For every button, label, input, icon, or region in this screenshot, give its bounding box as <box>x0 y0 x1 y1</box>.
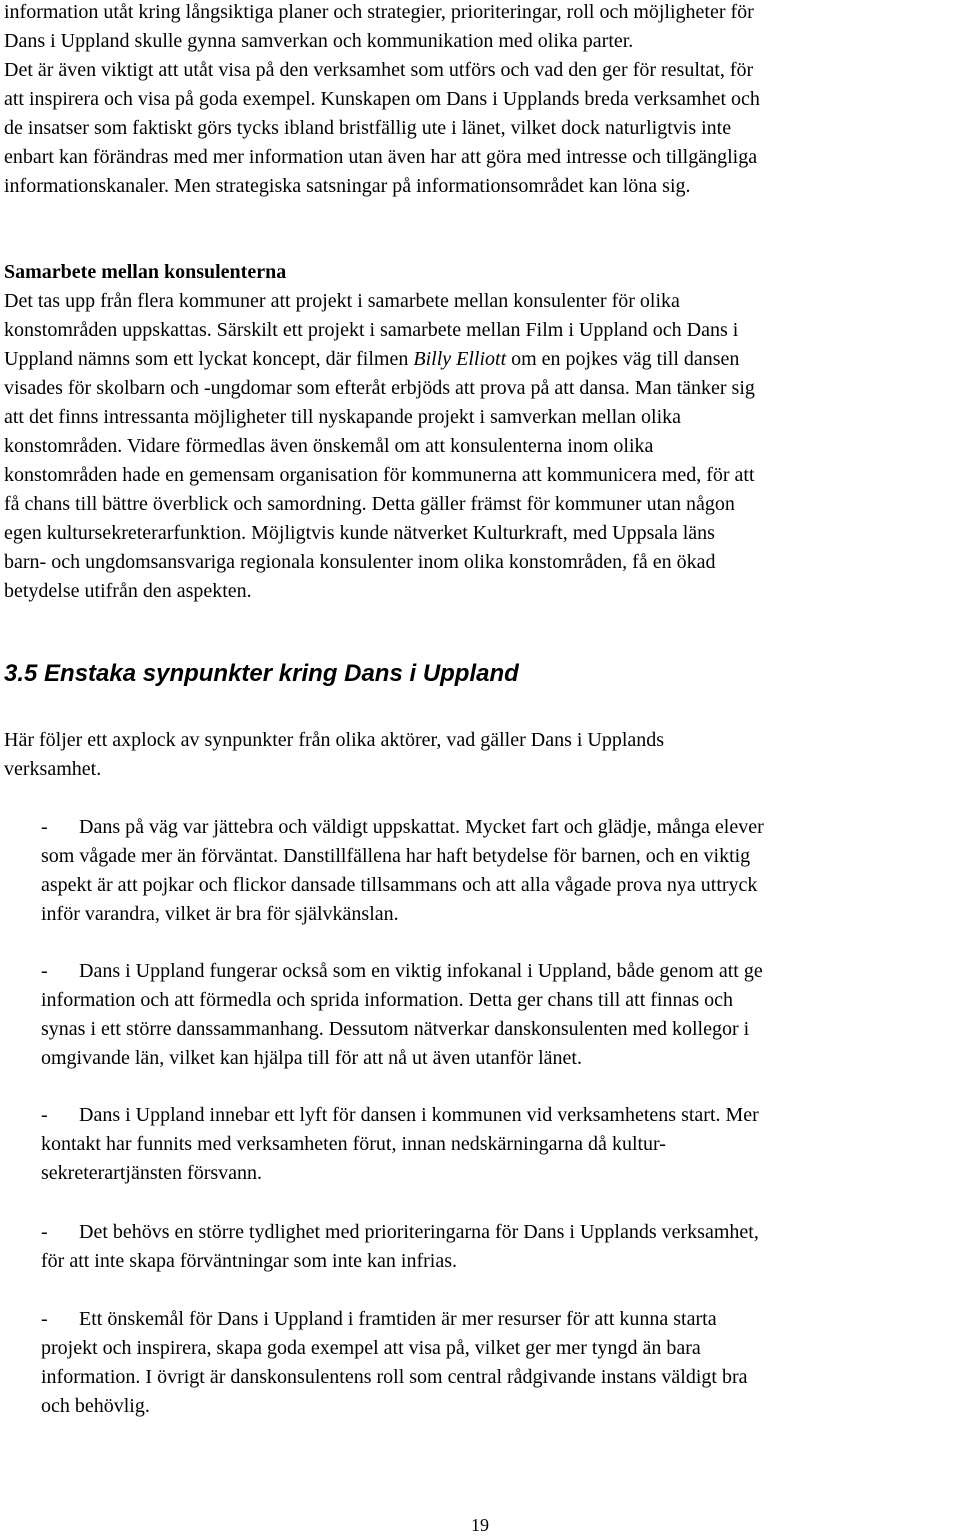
text-run: Dans i Uppland fungerar också som en viktig infokanal i Uppland, både genom att ge <box>79 960 763 982</box>
text-line: Det tas upp från flera kommuner att projekt i samarbete mellan konsulenter för olika <box>4 290 680 312</box>
visibility-paragraph <box>4 56 956 201</box>
section-intro-paragraph <box>4 726 956 784</box>
text-line: information utåt kring långsiktiga planer och strategier, prioriteringar, roll och möjligheter för <box>4 1 754 23</box>
dash-bullet: - <box>41 1221 48 1243</box>
list-item <box>41 1101 956 1188</box>
list-item <box>41 1218 956 1276</box>
text-line: informationskanaler. Men strategiska satsningar på informationsområdet kan löna sig. <box>4 175 691 197</box>
text-line: barn- och ungdomsansvariga regionala konsulenter inom olika konstområden, få en ökad <box>4 551 716 573</box>
text-line: omgivande län, vilket kan hjälpa till för att nå ut även utanför länet. <box>41 1047 582 1069</box>
text-run: om en pojkes väg till dansen <box>506 348 740 370</box>
text-line: få chans till bättre överblick och samordning. Detta gäller främst för kommuner utan någon <box>4 493 735 515</box>
text-line: information och att förmedla och sprida information. Detta ger chans till att finnas och <box>41 989 734 1011</box>
text-line: inför varandra, vilket är bra för självkänslan. <box>41 903 399 925</box>
list-item <box>41 813 956 929</box>
text-line: de insatser som faktiskt görs tycks ibland bristfällig ute i länet, vilket dock naturligtvis inte <box>4 117 732 139</box>
text-line: som vågade mer än förväntat. Danstillfällena har haft betydelse för barnen, och en viktig <box>41 845 751 867</box>
intro-paragraph <box>4 0 956 56</box>
text-line: att det finns intressanta möjligheter till nyskapande projekt i samverkan mellan olika <box>4 406 682 428</box>
text-run: Ett önskemål för Dans i Uppland i framtiden är mer resurser för att kunna starta <box>79 1308 717 1330</box>
text-line <box>4 345 956 374</box>
text-line: sekreterartjänsten försvann. <box>41 1162 263 1184</box>
text-line: verksamhet. <box>4 758 102 780</box>
text-line: och behövlig. <box>41 1395 150 1417</box>
text-line: konstområden uppskattas. Särskilt ett projekt i samarbete mellan Film i Uppland och Dans i <box>4 319 739 341</box>
dash-bullet: - <box>41 960 48 982</box>
text-run: Det behövs en större tydlighet med prioriteringarna för Dans i Upplands verksamhet, <box>79 1221 759 1243</box>
text-line: Det är även viktigt att utåt visa på den verksamhet som utförs och vad den ger för resultat, för <box>4 59 754 81</box>
dash-bullet: - <box>41 1104 48 1126</box>
text-line: konstområden. Vidare förmedlas även önskemål om att konsulenterna inom olika <box>4 435 654 457</box>
list-item <box>41 1305 956 1421</box>
samarbete-section <box>4 258 956 606</box>
text-line: information. I övrigt är danskonsulentens roll som central rådgivande instans väldigt bra <box>41 1366 748 1388</box>
text-line: projekt och inspirera, skapa goda exempel att visa på, vilket ger mer tyngd än bara <box>41 1337 701 1359</box>
text-line: Här följer ett axplock av synpunkter från olika aktörer, vad gäller Dans i Upplands <box>4 729 665 751</box>
text-line: enbart kan förändras med mer information utan även har att göra med intresse och tillgängliga <box>4 146 758 168</box>
dash-bullet: - <box>41 1308 48 1330</box>
text-run: Dans i Uppland innebar ett lyft för dansen i kommunen vid verksamhetens start. Mer <box>79 1104 759 1126</box>
section-heading: 3.5 Enstaka synpunkter kring Dans i Uppland <box>4 660 519 687</box>
text-line: egen kultursekreterarfunktion. Möjligtvis kunde nätverket Kulturkraft, med Uppsala läns <box>4 522 715 544</box>
text-line: synas i ett större danssammanhang. Dessutom nätverkar danskonsulenten med kollegor i <box>41 1018 750 1040</box>
dash-bullet: - <box>41 816 48 838</box>
text-line: att inspirera och visa på goda exempel. Kunskapen om Dans i Upplands breda verksamhet och <box>4 88 760 110</box>
text-line: visades för skolbarn och -ungdomar som efteråt erbjöds att prova på att dansa. Man tänker sig <box>4 377 755 399</box>
text-line: aspekt är att pojkar och flickor dansade tillsammans och att alla vågade prova nya uttryck <box>41 874 758 896</box>
page-number: 19 <box>471 1515 489 1535</box>
film-title: Billy Elliott <box>413 348 507 370</box>
text-line: konstområden hade en gemensam organisation för kommunerna att kommunicera med, för att <box>4 464 755 486</box>
text-run: Dans på väg var jättebra och väldigt uppskattat. Mycket fart och glädje, många elever <box>79 816 764 838</box>
list-item <box>41 957 956 1073</box>
text-line: betydelse utifrån den aspekten. <box>4 580 252 602</box>
text-line: för att inte skapa förväntningar som inte kan infrias. <box>41 1250 457 1272</box>
text-run: Uppland nämns som ett lyckat koncept, där filmen <box>4 348 414 370</box>
text-line: Dans i Uppland skulle gynna samverkan och kommunikation med olika parter. <box>4 30 634 52</box>
section-subheading: Samarbete mellan konsulenterna <box>4 261 287 283</box>
text-line: kontakt har funnits med verksamheten förut, innan nedskärningarna då kultur- <box>41 1133 666 1155</box>
